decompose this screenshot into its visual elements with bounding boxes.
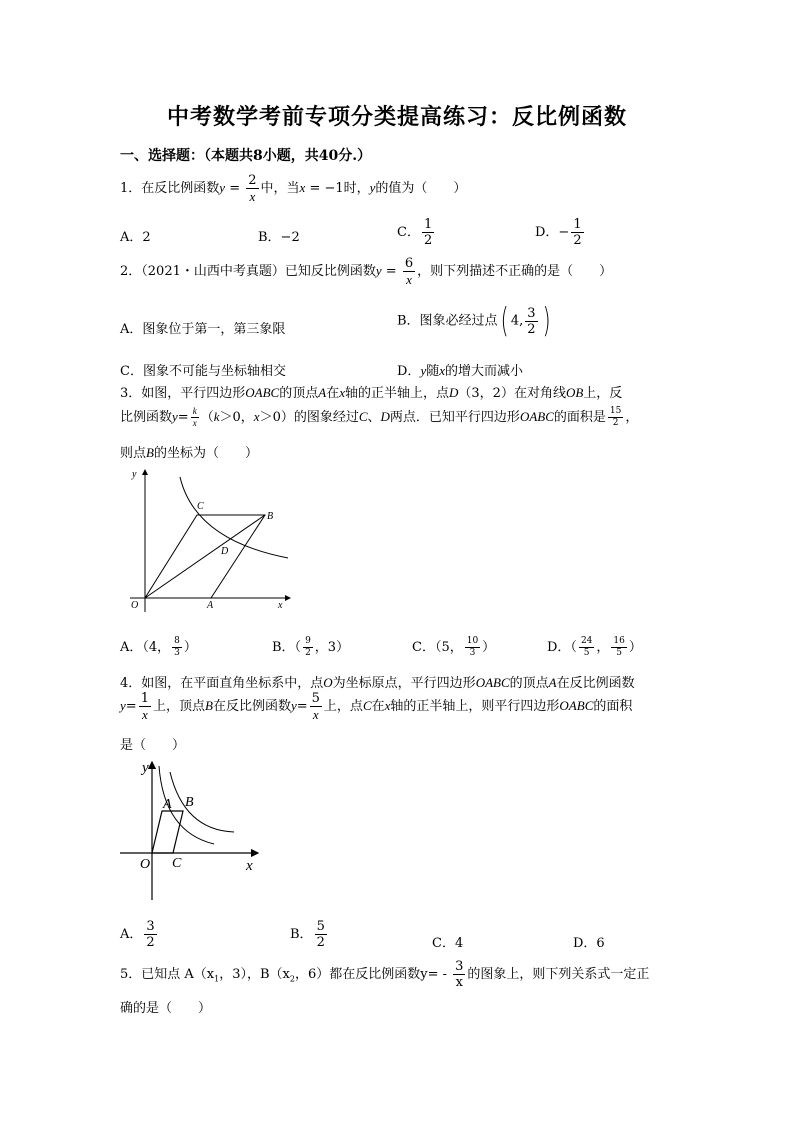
question-3-line-1: 3．如图，平行四边形OABC的顶点A在x轴的正半轴上，点D（3，2）在对角线OB上，反 xyxy=(120,385,623,401)
label-d: D xyxy=(221,546,229,557)
q2-option-a[interactable]: A．图象位于第一，第三象限 xyxy=(120,322,286,337)
page-title: 中考数学考前专项分类提高练习：反比例函数 xyxy=(166,105,627,130)
label-b: B xyxy=(267,511,274,522)
question-3-line-2: 比例函数y= $\frac{k}{x}$ （k＞0，x＞0）的图象经过C、D两点．已知平行四边形OABC的面积是 $\frac{15}{2}$ ， xyxy=(120,406,639,428)
section-heading: 一、选择题：（本题共8小题，共40分.） xyxy=(120,148,372,164)
label-c: C xyxy=(172,856,182,871)
question-1-stem: 1．在反比例函数y = $\frac{2}{x}$ 中，当x = −1时，y的值为（ ） xyxy=(120,173,467,204)
q2-option-b[interactable]: B．图象必经过点( 4, $\frac{3}{2}$ ) xyxy=(397,301,551,341)
question-3-figure xyxy=(120,462,300,617)
label-c: C xyxy=(197,501,204,512)
question-4-line-3: 是（ ） xyxy=(120,738,186,753)
q1-option-a[interactable]: A．2 xyxy=(120,230,151,245)
question-2-stem: 2．（2021・山西中考真题）已知反比例函数y = $\frac{6}{x}$ ，则下列描述不正确的是（ ） xyxy=(120,256,613,287)
q4-option-d[interactable]: D．6 xyxy=(573,936,605,951)
q1-option-d[interactable]: D．− $\frac{1}{2}$ xyxy=(535,217,582,248)
q1-option-b[interactable]: B．−2 xyxy=(258,230,300,245)
q4-option-a[interactable]: A． $\frac{3}{2}$ xyxy=(120,919,155,950)
label-y: y xyxy=(132,469,137,480)
label-o: O xyxy=(131,600,139,611)
q1-option-c[interactable]: C． $\frac{1}{2}$ xyxy=(397,217,433,248)
label-y: y xyxy=(142,760,149,776)
question-3-line-3: 则点B的坐标为（ ） xyxy=(120,445,258,461)
fraction: $\frac{2}{x}$ xyxy=(248,173,257,204)
q4-option-c[interactable]: C．4 xyxy=(432,936,464,951)
question-4-figure xyxy=(118,752,268,904)
q3-option-a[interactable]: A．（4， $\frac{8}{3}$ ） xyxy=(120,636,197,658)
parallelogram-oabc xyxy=(152,811,183,853)
question-4-line-1: 4．如图，在平面直角坐标系中，点O为坐标原点，平行四边形OABC的顶点A在反比例函数 xyxy=(120,675,635,691)
q2-option-d[interactable]: D．y随x的增大而减小 xyxy=(397,363,524,379)
q4-option-b[interactable]: B． $\frac{5}{2}$ xyxy=(290,919,325,950)
q3-option-d[interactable]: D．（ $\frac{24}{5}$ ， $\frac{16}{5}$ ） xyxy=(547,636,642,658)
label-b: B xyxy=(185,795,194,810)
label-o: O xyxy=(140,857,151,872)
q3-option-c[interactable]: C．（5， $\frac{10}{3}$ ） xyxy=(412,636,496,658)
question-4-line-2: y= $\frac{1}{x}$ 上，顶点B在反比例函数y= $\frac{5}{x}$ 上，点C在x轴的正半轴上，则平行四边形OABC的面积 xyxy=(120,691,633,722)
question-5-line-1: 5．已知点 $A(x_1$，3），$B(x_2$，6）都在反比例函数y= - $\frac{3}{x}$ 的图象上，则下列关系式一定正 xyxy=(120,959,650,990)
q2-option-c[interactable]: C．图象不可能与坐标轴相交 xyxy=(120,364,286,379)
label-a: A xyxy=(207,600,214,611)
diagonal-ob xyxy=(145,515,265,598)
label-x: x xyxy=(246,858,253,874)
question-5-line-2: 确的是（ ） xyxy=(120,1001,212,1016)
label-x: x xyxy=(278,600,283,611)
q3-option-b[interactable]: B．（ $\frac{9}{2}$ ，3） xyxy=(272,636,350,658)
label-a: A xyxy=(163,797,172,812)
